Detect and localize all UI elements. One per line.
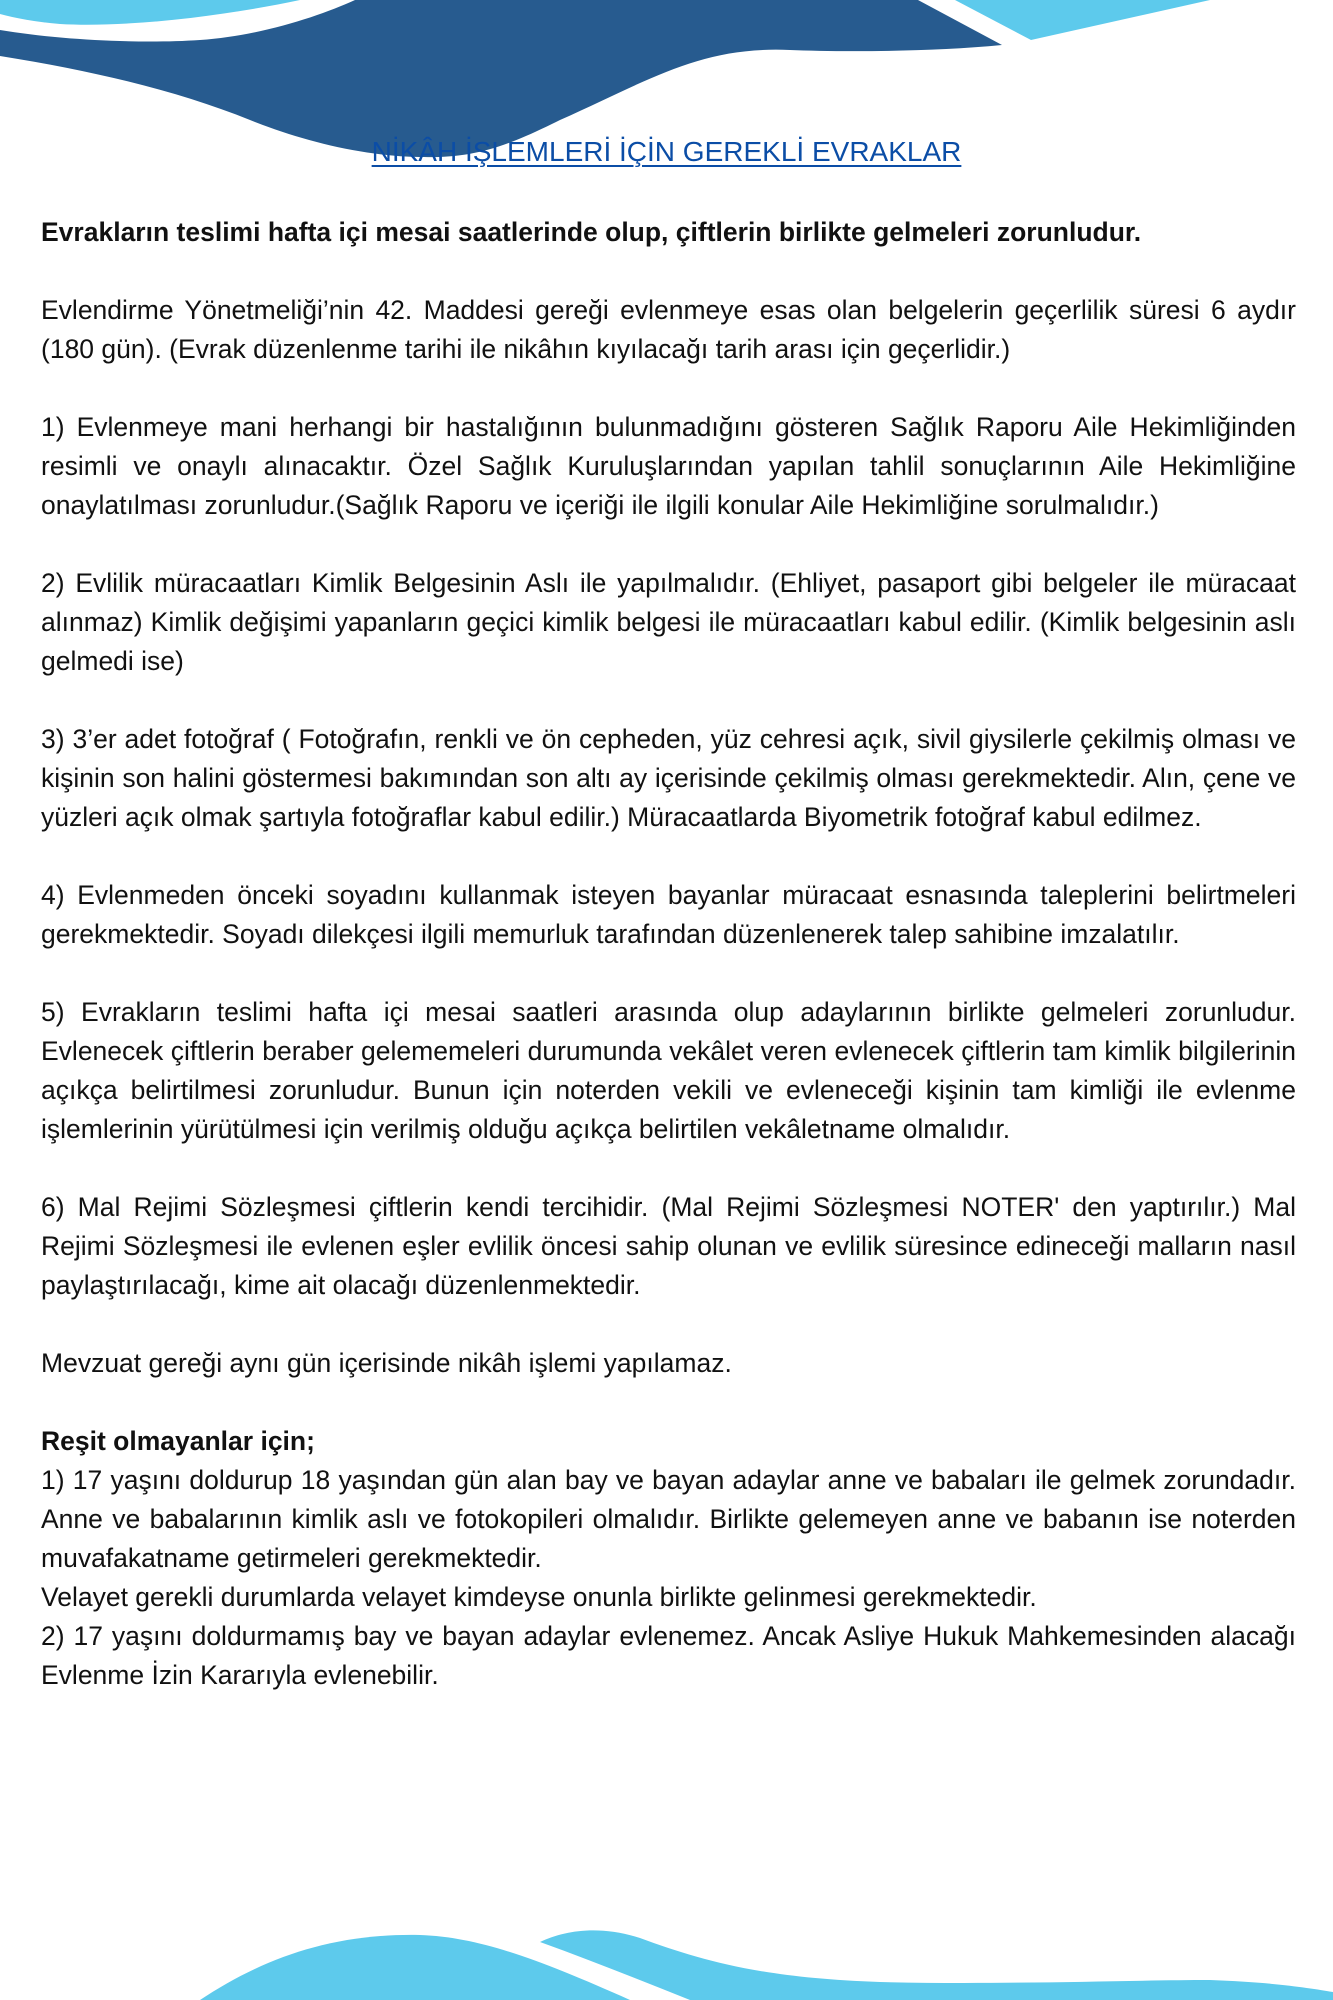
dark-blue-wave-top bbox=[0, 0, 1002, 157]
header-wave-decoration bbox=[0, 0, 1333, 200]
footer-wave-decoration bbox=[0, 1930, 1333, 2000]
requirement-item-2: 2) Evlilik müracaatları Kimlik Belgesinin Aslı ile yapılmalıdır. (Ehliyet, pasaport gibi belgeler ile müracaat alınmaz) Kimlik değişimi yapanların geçici kimlik belgesi ile müracaatları kabul edilir. (Kimlik belgesinin aslı gelmedi ise) bbox=[41, 568, 1296, 676]
light-blue-wave-top-left bbox=[0, 0, 300, 25]
requirement-item-1: 1) Evlenmeye mani herhangi bir hastalığının bulunmadığını gösteren Sağlık Raporu Aile Hekimliğinden resimli ve onaylı alınacaktır. Özel Sağlık Kuruluşlarından yapılan tahlil sonuçlarının Aile Hekimliğine onaylatılması zorunludur.(Sağlık Raporu ve içeriği ile ilgili konular Aile Hekimliğine sorulmalıdır.) bbox=[41, 412, 1296, 520]
page-title: NİKÂH İŞLEMLERİ İÇİN GEREKLİ EVRAKLAR bbox=[371, 136, 962, 167]
same-day-note: Mevzuat gereği aynı gün içerisinde nikâh işlemi yapılamaz. bbox=[41, 1348, 732, 1378]
requirement-item-3: 3) 3’er adet fotoğraf ( Fotoğrafın, renkli ve ön cepheden, yüz cehresi açık, sivil giysilerle çekilmiş olması ve kişinin son halini göstermesi bakımından son altı ay içerisinde çekilmiş olması gerekmektedir. Alın, çene ve yüzleri açık olmak şartıyla fotoğraflar kabul edilir.) Müracaatlarda Biyometrik fotoğraf kabul edilmez. bbox=[41, 724, 1296, 832]
requirement-item-4: 4) Evlenmeden önceki soyadını kullanmak isteyen bayanlar müracaat esnasında taleplerini belirtmeleri gerekmektedir. Soyadı dilekçesi ilgili memurluk tarafından düzenlenerek talep sahibine imzalatılır. bbox=[41, 880, 1296, 949]
document-body bbox=[41, 213, 1296, 1695]
light-blue-wave-top-right bbox=[955, 0, 1210, 40]
minors-item-1-extra: Velayet gerekli durumlarda velayet kimdeyse onunla birlikte gelinmesi gerekmektedir. bbox=[41, 1582, 1037, 1612]
minors-heading: Reşit olmayanlar için; bbox=[41, 1426, 315, 1456]
minors-item-1: 1) 17 yaşını doldurup 18 yaşından gün alan bay ve bayan adaylar anne ve babaları ile gelmek zorundadır. Anne ve babalarının kimlik aslı ve fotokopileri olmalıdır. Birlikte gelemeyen anne ve babanın ise noterden muvafakatname getirmeleri gerekmektedir. bbox=[41, 1465, 1296, 1573]
light-blue-wave-bottom-right bbox=[540, 1930, 1333, 2000]
requirement-item-5: 5) Evrakların teslimi hafta içi mesai saatleri arasında olup adaylarının birlikte gelmeleri zorunludur. Evlenecek çiftlerin beraber gelememeleri durumunda vekâlet veren evlenecek çiftlerin tam kimlik bilgilerinin açıkça belirtilmesi zorunludur. Bunun için noterden vekili ve evleneceği kişinin tam kimliği ile evlenme işlemlerinin yürütülmesi için verilmiş olduğu açıkça belirtilen vekâletname olmalıdır. bbox=[41, 997, 1296, 1144]
requirement-item-6: 6) Mal Rejimi Sözleşmesi çiftlerin kendi tercihidir. (Mal Rejimi Sözleşmesi NOTER' den yaptırılır.) Mal Rejimi Sözleşmesi ile evlenen eşler evlilik öncesi sahip olunan ve evlilik süresince edineceği malların nasıl paylaştırılacağı, kime ait olacağı düzenlenmektedir. bbox=[41, 1192, 1296, 1300]
minors-item-2: 2) 17 yaşını doldurmamış bay ve bayan adaylar evlenemez. Ancak Asliye Hukuk Mahkemesinden alacağı Evlenme İzin Kararıyla evlenebilir. bbox=[41, 1621, 1296, 1690]
intro-notice: Evrakların teslimi hafta içi mesai saatlerinde olup, çiftlerin birlikte gelmeleri zorunludur. bbox=[41, 217, 1142, 247]
validity-note: Evlendirme Yönetmeliği’nin 42. Maddesi gereği evlenmeye esas olan belgelerin geçerlilik süresi 6 aydır (180 gün). (Evrak düzenlenme tarihi ile nikâhın kıyılacağı tarih arası için geçerlidir.) bbox=[41, 295, 1296, 364]
